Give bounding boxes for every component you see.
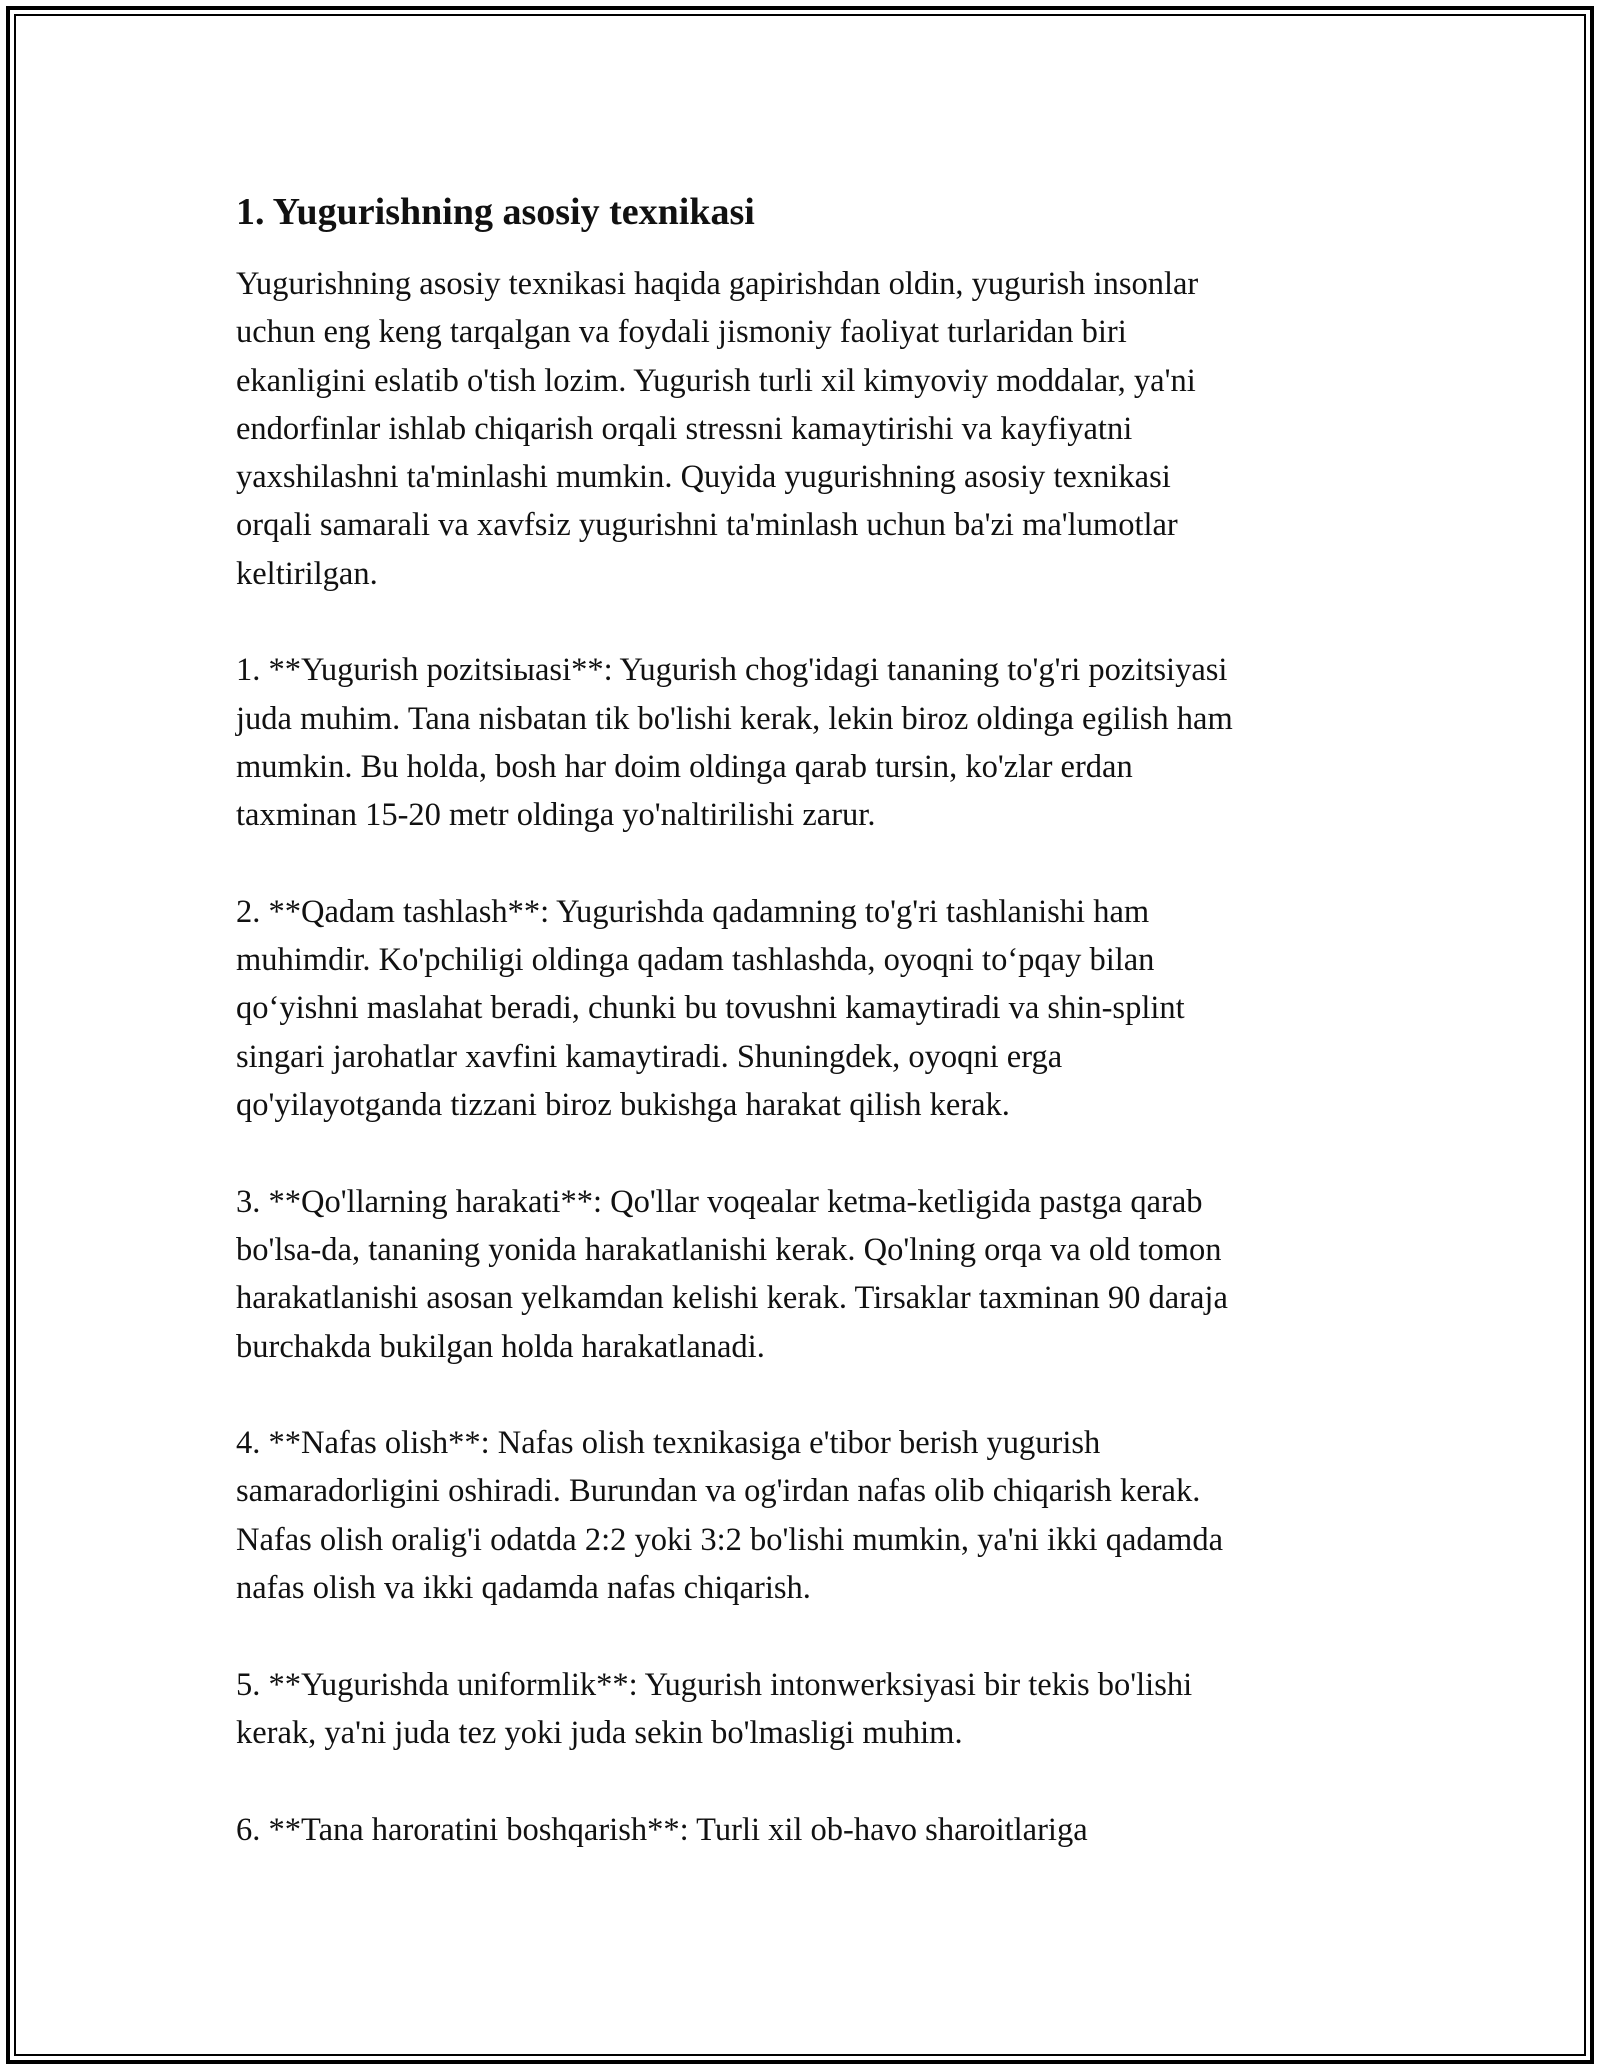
paragraph-line: taxminan 15-20 metr oldinga yo'naltirilishi zarur. <box>236 797 876 834</box>
paragraph-line: 3. **Qo'llarning harakati**: Qo'llar voqealar ketma-ketligida pastga qarab <box>236 1183 1203 1220</box>
paragraph <box>236 1806 1396 1854</box>
paragraph-line: bo'lsa-da, tananing yonida harakatlanishi kerak. Qo'lning orqa va old tomon <box>236 1231 1222 1268</box>
document-title: 1. Yugurishning asosiy texnikasi <box>236 191 755 233</box>
paragraph-line: keltirilgan. <box>236 555 378 592</box>
paragraph <box>236 1661 1396 1758</box>
paragraph-line: muhimdir. Ko'pchiligi oldinga qadam tashlashda, oyoqni to‘pqay bilan <box>236 942 1155 979</box>
document-body <box>236 188 1396 1902</box>
paragraph <box>236 646 1396 839</box>
paragraph-line: burchakda bukilgan holda harakatlanadi. <box>236 1328 765 1365</box>
paragraph-line: harakatlanishi asosan yelkamdan kelishi kerak. Tirsaklar taxminan 90 daraja <box>236 1280 1228 1317</box>
paragraph-line: kerak, ya'ni juda tez yoki juda sekin bo'lmasligi muhim. <box>236 1714 963 1751</box>
paragraph-line: Yugurishning asosiy texnikasi haqida gapirishdan oldin, yugurish insonlar <box>236 266 1199 302</box>
paragraph-line: samaradorligini oshiradi. Burundan va og'irdan nafas olib chiqarish kerak. <box>236 1473 1201 1510</box>
paragraph-line: nafas olish va ikki qadamda nafas chiqarish. <box>236 1570 811 1607</box>
paragraph-line: Nafas olish oralig'i odatda 2:2 yoki 3:2 bo'lishi mumkin, ya'ni ikki qadamda <box>236 1521 1224 1558</box>
paragraph-line: qo'yilayotganda tizzani biroz bukishga harakat qilish kerak. <box>236 1087 1010 1124</box>
paragraph <box>236 1178 1396 1371</box>
paragraph-line: mumkin. Bu holda, bosh har doim oldinga qarab tursin, ko'zlar erdan <box>236 748 1133 785</box>
paragraph-line: uchun eng keng tarqalgan va foydali jismoniy faoliyat turlaridan biri <box>236 314 1127 351</box>
paragraph-line: qo‘yishni maslahat beradi, chunki bu tovushni kamaytiradi va shin-splint <box>236 990 1185 1027</box>
paragraph-line: 4. **Nafas olish**: Nafas olish texnikasiga e'tibor berish yugurish <box>236 1425 1101 1462</box>
paragraph <box>236 888 1396 1129</box>
paragraph-line: yaxshilashni ta'minlashi mumkin. Quyida yugurishning asosiy texnikasi <box>236 459 1171 496</box>
paragraph-line: 1. **Yugurish pozitsiыasi**: Yugurish chog'idagi tananing to'g'ri pozitsiyasi <box>236 652 1228 689</box>
paragraph-line: 5. **Yugurishda uniformlik**: Yugurish intonwerksiyasi bir tekis bo'lishi <box>236 1666 1193 1703</box>
paragraph-line: 2. **Qadam tashlash**: Yugurishda qadamning to'g'ri tashlanishi ham <box>236 893 1150 930</box>
paragraph-line: juda muhim. Tana nisbatan tik bo'lishi kerak, lekin biroz oldinga egilish ham <box>236 700 1233 737</box>
paragraph-line: orqali samarali va xavfsiz yugurishni ta'minlash uchun ba'zi ma'lumotlar <box>236 507 1178 544</box>
paragraph <box>236 260 1396 598</box>
paragraph-line: endorfinlar ishlab chiqarish orqali stressni kamaytirishi va kayfiyatni <box>236 410 1133 447</box>
paragraph-line: ekanligini eslatib o'tish lozim. Yugurish turli xil kimyoviy moddalar, ya'ni <box>236 362 1196 399</box>
paragraph <box>236 1419 1396 1612</box>
paragraph-list <box>236 260 1396 1854</box>
paragraph-line: singari jarohatlar xavfini kamaytiradi. Shuningdek, oyoqni erga <box>236 1038 1063 1075</box>
paragraph-line: 6. **Tana haroratini boshqarish**: Turli xil ob-havo sharoitlariga <box>236 1811 1088 1848</box>
